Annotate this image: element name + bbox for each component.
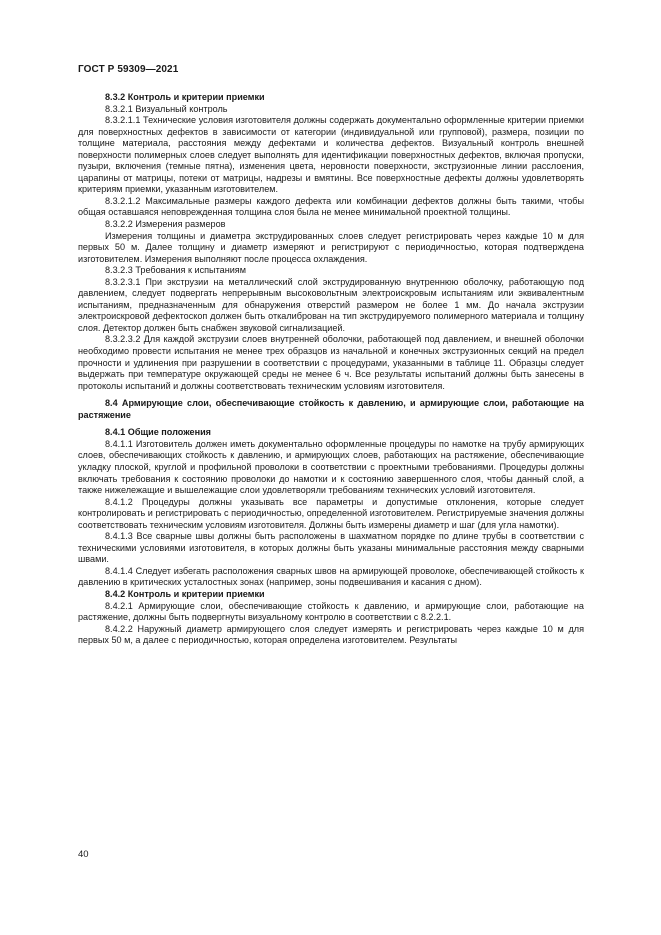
page-number: 40	[78, 849, 89, 860]
paragraph: 8.3.2.3.1 При экструзии на металлический слой экструдированную внутреннюю оболочку, работающую под давлением, следует подвергать непрерывным высоковольтным электроискровым испытаниям или эквивалентным испытаниям, предназначенным для обнаружения отверстий размером не более 1 мм. До начала экструзии электроискровой дефектоскоп должен быть откалиброван на тип экструдируемого полимерного материала и толщину слоя. Детектор должен быть снабжен звуковой сигнализацией.	[78, 276, 584, 333]
subsection-heading: 8.3.2.1 Визуальный контроль	[105, 103, 228, 114]
section-heading-8-4: 8.4 Армирующие слои, обеспечивающие стойкость к давлению, и армирующие слои, работающие на растяжение	[78, 398, 584, 420]
section-heading-8-4-1: 8.4.1 Общие положения	[105, 427, 211, 438]
paragraph: 8.4.1.3 Все сварные швы должны быть расположены в шахматном порядке по длине трубы в соответствии с техническими условиями изготовителя, в которых должны быть указаны минимальные расстояния между сварными швами.	[78, 531, 584, 565]
section-heading-8-4-2: 8.4.2 Контроль и критерии приемки	[105, 588, 265, 599]
paragraph: 8.3.2.1.1 Технические условия изготовителя должны содержать документально оформленные критерии приемки для поверхностных дефектов в зависимости от категории (индивидуальной или групповой), размера, позиции по толщине материала, расстояния между дефектами и количества дефектов. Визуальный контроль внешней поверхности полимерных слоев следует выполнять для идентификации поверхностных дефектов, включая пропуски, пузыри, включения (темные пятна), изменения цвета, неровности поверхности, экструзионные линии расслоения, царапины от матрицы, потеки от матрицы, надрезы и вмятины. Все поверхностные дефекты должны удовлетворять критериям приемки, указанным изготовителем.	[78, 115, 584, 195]
document-body	[78, 92, 584, 647]
paragraph: Измерения толщины и диаметра экструдированных слоев следует регистрировать через каждые 10 м для первых 50 м. Далее толщину и диаметр измеряют и регистрируют с периодичностью, которая подтверждена изготовителем. Измерения выполняют после процесса охлаждения.	[78, 230, 584, 264]
subsection-heading: 8.3.2.3 Требования к испытаниям	[105, 265, 246, 276]
paragraph: 8.3.2.3.2 Для каждой экструзии слоев внутренней оболочки, работающей под давлением, и внешней оболочки необходимо провести испытания не менее трех образцов из начальной и конечных экструзионных секций на предел прочности и удлинения при разрушении в соответствии с процедурами, указанными в таблице 11. Образцы следует выдержать при температуре окружающей среды не менее 6 ч. Все результаты испытаний должны быть занесены в протоколы испытаний и должны соответствовать техническим условиям изготовителя.	[78, 334, 584, 391]
section-heading-8-3-2: 8.3.2 Контроль и критерии приемки	[105, 92, 265, 102]
paragraph: 8.4.1.2 Процедуры должны указывать все параметры и допустимые отклонения, которые следует контролировать и регистрировать с периодичностью, определенной изготовителем. Регистрируемые значения должны соответствовать техническим условиям изготовителя. Должны быть измерены диаметр и шаг (для угла намотки).	[78, 496, 584, 530]
paragraph: 8.4.1.4 Следует избегать расположения сварных швов на армирующей проволоке, обеспечивающей стойкость к давлению в критических усталостных зонах (например, зоны подвешивания и касания с дном).	[78, 565, 584, 588]
standard-header: ГОСТ Р 59309—2021	[78, 64, 179, 75]
paragraph: 8.4.2.2 Наружный диаметр армирующего слоя следует измерять и регистрировать через каждые 10 м для первых 50 м, а далее с периодичностью, которая определена изготовителем. Результаты	[78, 623, 584, 646]
subsection-heading: 8.3.2.2 Измерения размеров	[105, 219, 226, 230]
paragraph: 8.4.1.1 Изготовитель должен иметь документально оформленные процедуры по намотке на трубу армирующих слоев, обеспечивающих стойкость к давлению, и армирующих слоев, работающих на растяжение, обеспечивающие укладку плоской, круглой и профильной проволоки в соответствии с проектными требованиями. Процедуры должны включать требования к состоянию проволоки до намотки и к состоянию завершенного слоя, чтобы данный слой, а также нижележащие и вышележащие слои удовлетворяли требованиям технических условий изготовителя.	[78, 438, 584, 496]
paragraph: 8.3.2.1.2 Максимальные размеры каждого дефекта или комбинации дефектов должны быть такими, чтобы общая оставшаяся неповрежденная толщина слоя была не менее минимальной проектной толщины.	[78, 195, 584, 218]
paragraph: 8.4.2.1 Армирующие слои, обеспечивающие стойкость к давлению, и армирующие слои, работающие на растяжение, должны быть подвергнуты визуальному контролю в соответствии с 8.2.2.1.	[78, 600, 584, 623]
